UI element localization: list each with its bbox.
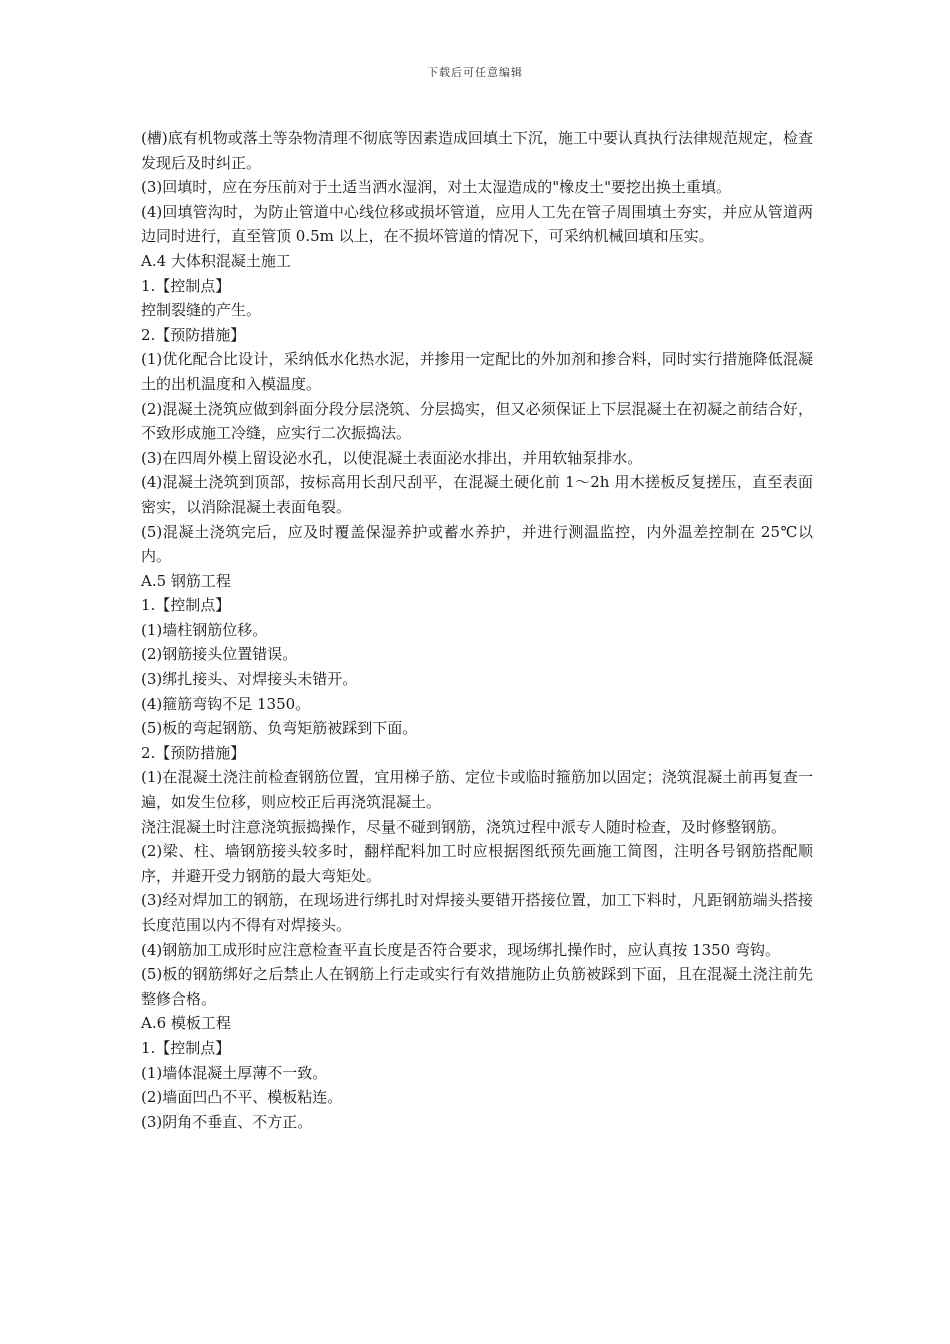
paragraph: 控制裂缝的产生。: [141, 301, 262, 320]
paragraph: (1)优化配合比设计，采纳低水化热水泥，并掺用一定配比的外加剂和掺合料，同时实行措施降低混凝土的出机温度和入模温度。: [141, 350, 813, 393]
paragraph: (5)混凝土浇筑完后，应及时覆盖保湿养护或蓄水养护，并进行测温监控，内外温差控制在 25℃以内。: [141, 522, 813, 566]
paragraph: (5)板的弯起钢筋、负弯矩筋被踩到下面。: [141, 719, 418, 738]
paragraph: (3)经对焊加工的钢筋，在现场进行绑扎时对焊接头要错开搭接位置，加工下料时，凡距钢筋端头搭接长度范围以内不得有对焊接头。: [141, 891, 813, 934]
subheading: 2.【预防措施】: [141, 743, 246, 762]
paragraph: (1)墙体混凝土厚薄不一致。: [141, 1063, 328, 1082]
paragraph: (3)在四周外模上留设泌水孔，以使混凝土表面泌水排出，并用软轴泵排水。: [141, 448, 643, 467]
paragraph: (3)阴角不垂直、不方正。: [141, 1112, 313, 1131]
section-heading: A.6 模板工程: [141, 1014, 231, 1033]
paragraph: (2)混凝土浇筑应做到斜面分段分层浇筑、分层捣实，但又必须保证上下层混凝土在初凝之前结合好，不致形成施工冷缝，应实行二次振捣法。: [141, 399, 813, 443]
paragraph: (4)回填管沟时，为防止管道中心线位移或损坏管道，应用人工先在管子周围填土夯实，并应从管道两边同时进行，直至管顶 0.5m 以上，在不损坏管道的情况下，可采纳机械回填和压实。: [141, 202, 813, 246]
paragraph: (4)钢筋加工成形时应注意检查平直长度是否符合要求，现场绑扎操作时，应认真按 1350 弯钩。: [141, 940, 780, 959]
section-heading: A.5 钢筋工程: [141, 571, 231, 590]
paragraph: (5)板的钢筋绑好之后禁止人在钢筋上行走或实行有效措施防止负筋被踩到下面，且在混凝土浇注前先整修合格。: [141, 965, 813, 1008]
paragraph: (2)钢筋接头位置错误。: [141, 645, 298, 664]
paragraph: (1)墙柱钢筋位移。: [141, 620, 268, 639]
paragraph: (1)在混凝土浇注前检查钢筋位置，宜用梯子筋、定位卡或临时箍筋加以固定；浇筑混凝土前再复查一遍，如发生位移，则应校正后再浇筑混凝土。: [141, 768, 813, 812]
subheading: 1.【控制点】: [141, 1038, 231, 1057]
paragraph: (槽)底有机物或落土等杂物清理不彻底等因素造成回填土下沉，施工中要认真执行法律规范规定，检查发现后及时纠正。: [141, 129, 813, 172]
paragraph: (4)混凝土浇筑到顶部，按标高用长刮尺刮平，在混凝土硬化前 1～2h 用木搓板反复搓压，直至表面密实，以消除混凝土表面龟裂。: [141, 473, 813, 516]
subheading: 1.【控制点】: [141, 596, 231, 615]
paragraph: 浇注混凝土时注意浇筑振捣操作，尽量不碰到钢筋，浇筑过程中派专人随时检查，及时修整钢筋。: [141, 817, 787, 836]
section-heading: A.4 大体积混凝土施工: [141, 251, 291, 270]
page-header: 下载后可任意编辑: [427, 66, 523, 79]
paragraph: (2)梁、柱、墙钢筋接头较多时，翻样配料加工时应根据图纸预先画施工简图，注明各号钢筋搭配顺序，并避开受力钢筋的最大弯矩处。: [141, 842, 813, 885]
subheading: 1.【控制点】: [141, 276, 231, 295]
paragraph: (3)回填时，应在夯压前对于土适当洒水湿润，对土太湿造成的"橡皮土"要挖出换土重填。: [141, 178, 732, 197]
document-body: [141, 126, 813, 1134]
subheading: 2.【预防措施】: [141, 325, 246, 344]
paragraph: (2)墙面凹凸不平、模板粘连。: [141, 1088, 343, 1107]
paragraph: (3)绑扎接头、对焊接头未错开。: [141, 670, 358, 689]
paragraph: (4)箍筋弯钩不足 1350。: [141, 694, 311, 713]
